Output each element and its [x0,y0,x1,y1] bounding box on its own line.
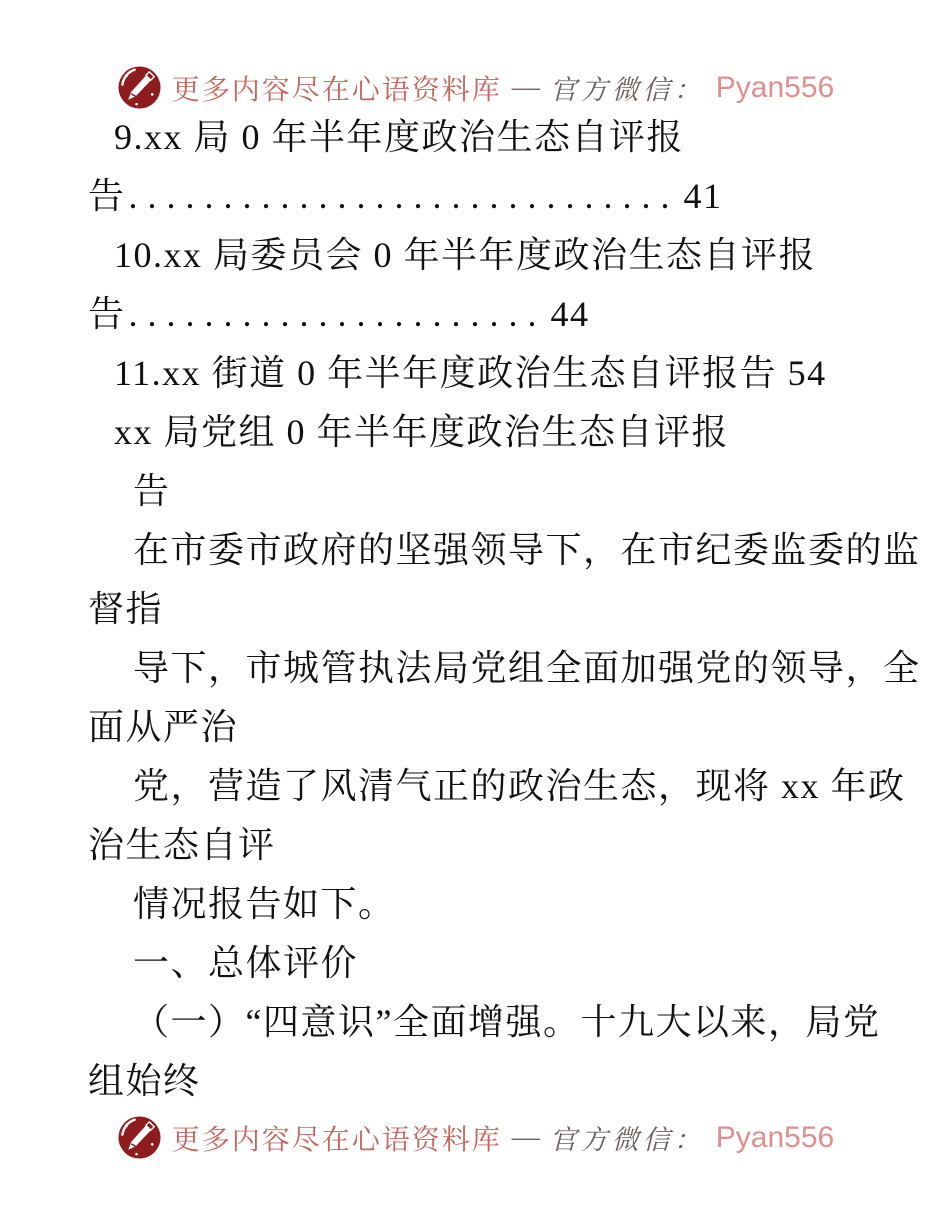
page-number: 44 [550,294,590,334]
section-title-line [88,403,910,462]
toc-text: 11.xx 街道 0 年半年度政治生态自评报告 54 [114,353,827,393]
paragraph-line [88,1052,910,1111]
toc-entry-11 [88,344,910,403]
paragraph-line [88,757,910,816]
paragraph-line [88,521,921,580]
heading-line [88,934,910,993]
section-title-continuation [88,462,910,521]
watermark-dash: — [511,71,540,103]
toc-text: 10.xx 局委员会 0 年半年度政治生态自评报 [114,235,817,275]
page-number: 41 [683,176,723,216]
subheading-text: （一）“四意识”全面增强。十九大以来，局党 [133,1002,881,1042]
watermark-dash: — [511,1121,540,1153]
toc-entry-10 [88,226,910,285]
paragraph-line [88,875,910,934]
body-text: 面从严治 [88,707,239,747]
subheading-line [88,993,910,1052]
header-watermark [0,64,950,111]
pen-logo-icon [116,1114,163,1161]
toc-entry-10-continuation [88,285,910,344]
paragraph-line [88,698,910,757]
body-text: 治生态自评 [88,825,276,865]
dot-leader: ............................. [128,176,680,216]
title-text: 告 [133,471,171,511]
footer-watermark [0,1114,950,1161]
toc-entry-9 [88,108,910,167]
body-text: 情况报告如下。 [133,884,396,924]
body-text: 在市委市政府的坚强领导下，在市纪委监委的监 [133,530,921,570]
toc-text: 9.xx 局 0 年半年度政治生态自评报 [114,117,685,157]
body-text: 组始终 [88,1061,201,1101]
title-text: xx 局党组 0 年半年度政治生态自评报 [114,412,730,452]
dot-leader: ...................... [128,294,547,334]
watermark-wechat-id: Pyan556 [715,1120,835,1154]
toc-entry-9-continuation [88,167,910,226]
paragraph-line [88,580,910,639]
watermark-wechat-id: Pyan556 [715,70,835,104]
document-page [88,108,921,1111]
watermark-official-label: 官方微信： [549,75,705,105]
toc-text: 告 [88,294,126,334]
watermark-text: 更多内容尽在心语资料库 [171,1124,502,1156]
body-text: 党，营造了风清气正的政治生态，现将 xx 年政 [133,766,906,806]
watermark-official-label: 官方微信： [549,1125,705,1155]
paragraph-line [88,639,921,698]
body-text: 导下，市城管执法局党组全面加强党的领导，全 [133,648,921,688]
toc-text: 告 [88,176,126,216]
heading-text: 一、总体评价 [133,943,359,983]
pen-logo-icon [116,64,163,111]
body-text: 督指 [88,589,164,629]
watermark-text: 更多内容尽在心语资料库 [171,74,502,106]
paragraph-line [88,816,910,875]
